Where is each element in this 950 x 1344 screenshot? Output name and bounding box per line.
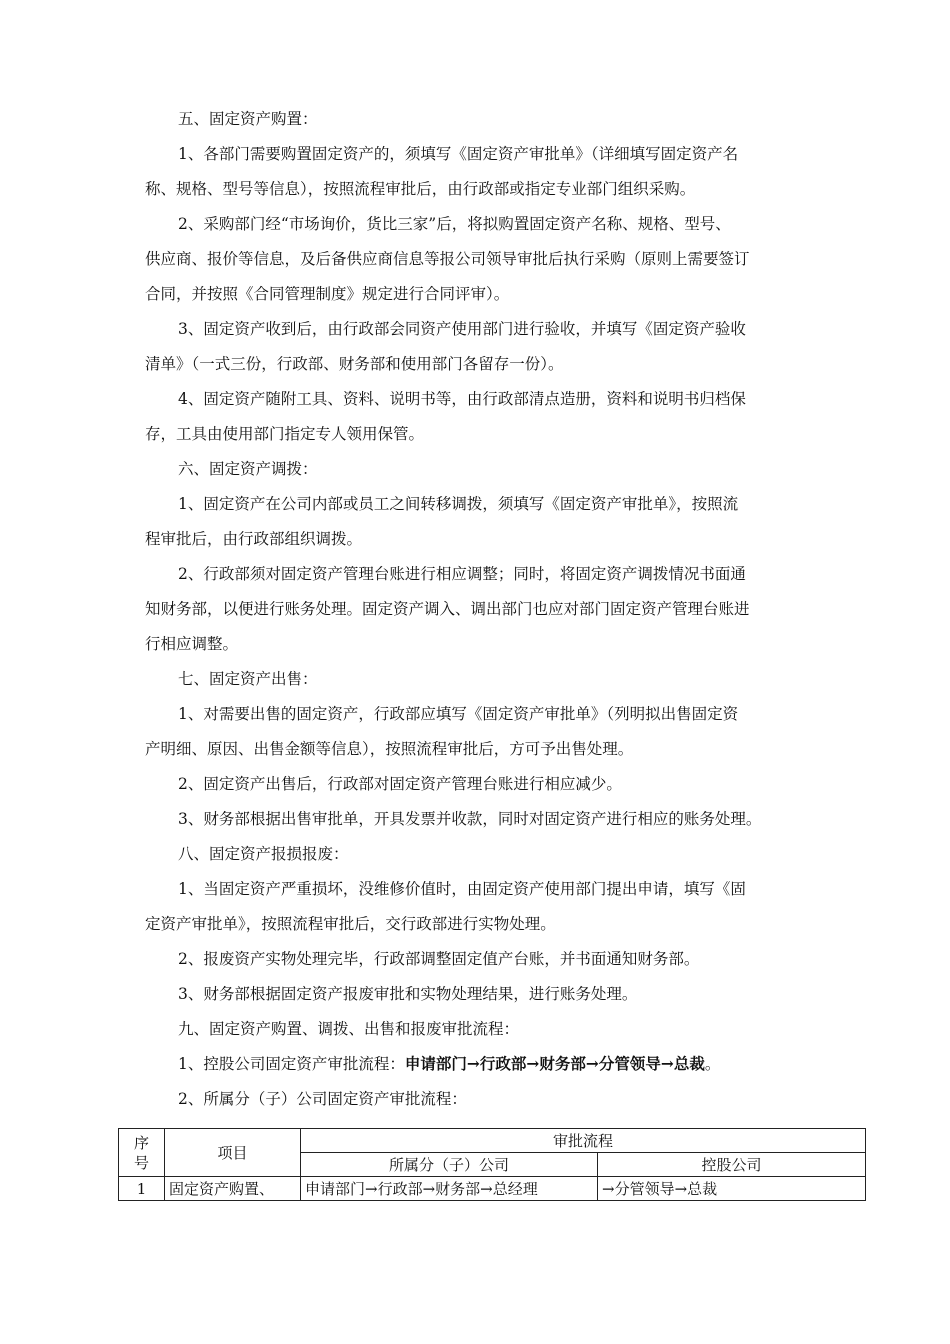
holding-flow-suffix: 。 bbox=[704, 1055, 721, 1073]
paragraph-line: 2、采购部门经“市场询价，货比三家”后，将拟购置固定资产名称、规格、型号、 bbox=[178, 215, 731, 233]
holding-flow-chain: 申请部门→行政部→财务部→分管领导→总裁 bbox=[404, 1054, 705, 1073]
holding-flow-prefix: 1、控股公司固定资产审批流程： bbox=[178, 1055, 405, 1073]
section-heading-transfer: 六、固定资产调拨： bbox=[178, 460, 318, 478]
paragraph-line: 4、固定资产随附工具、资料、说明书等，由行政部清点造册，资料和说明书归档保 bbox=[178, 390, 746, 408]
paragraph-line: 3、固定资产收到后，由行政部会同资产使用部门进行验收，并填写《固定资产验收 bbox=[178, 320, 746, 338]
header-no bbox=[119, 1129, 165, 1177]
paragraph-line: 知财务部，以便进行账务处理。固定资产调入、调出部门也应对部门固定资产管理台账进 bbox=[145, 600, 750, 618]
paragraph-line: 3、财务部根据出售审批单，开具发票并收款，同时对固定资产进行相应的账务处理。 bbox=[178, 810, 762, 828]
section-heading-approval: 九、固定资产购置、调拨、出售和报废审批流程： bbox=[178, 1020, 520, 1038]
paragraph-line: 产明细、原因、出售金额等信息），按照流程审批后，方可予出售处理。 bbox=[145, 740, 634, 758]
paragraph-line: 程审批后，由行政部组织调拨。 bbox=[145, 530, 363, 548]
header-no-line-1: 序 bbox=[133, 1133, 149, 1152]
row-item: 固定资产购置、 bbox=[165, 1177, 301, 1201]
header-item: 项目 bbox=[165, 1129, 301, 1177]
paragraph-line: 1、对需要出售的固定资产，行政部应填写《固定资产审批单》（列明拟出售固定资 bbox=[178, 705, 739, 723]
paragraph-line: 存，工具由使用部门指定专人领用保管。 bbox=[145, 425, 425, 443]
paragraph-line: 合同，并按照《合同管理制度》规定进行合同评审）。 bbox=[145, 285, 510, 303]
sub-flow-title: 2、所属分（子）公司固定资产审批流程： bbox=[178, 1090, 467, 1108]
row-no: 1 bbox=[119, 1177, 165, 1201]
paragraph-line: 3、财务部根据固定资产报废审批和实物处理结果，进行账务处理。 bbox=[178, 985, 638, 1003]
paragraph-line: 1、各部门需要购置固定资产的，须填写《固定资产审批单》（详细填写固定资产名 bbox=[178, 145, 739, 163]
row-subsidiary-flow: 申请部门→行政部→财务部→总经理 bbox=[301, 1177, 598, 1201]
section-heading-purchase: 五、固定资产购置： bbox=[178, 110, 318, 128]
paragraph-line: 行相应调整。 bbox=[145, 635, 239, 653]
header-no-line-2: 号 bbox=[133, 1153, 149, 1172]
header-holding: 控股公司 bbox=[598, 1153, 866, 1177]
paragraph-line: 1、固定资产在公司内部或员工之间转移调拨，须填写《固定资产审批单》，按照流 bbox=[178, 495, 739, 513]
paragraph-line: 定资产审批单》，按照流程审批后，交行政部进行实物处理。 bbox=[145, 915, 556, 933]
row-holding-flow: →分管领导→总裁 bbox=[598, 1177, 866, 1201]
header-approval-flow: 审批流程 bbox=[301, 1129, 866, 1153]
header-subsidiary: 所属分（子）公司 bbox=[301, 1153, 598, 1177]
paragraph-line: 1、当固定资产严重损坏，没维修价值时，由固定资产使用部门提出申请，填写《固 bbox=[178, 880, 746, 898]
paragraph-line: 2、固定资产出售后，行政部对固定资产管理台账进行相应减少。 bbox=[178, 775, 622, 793]
paragraph-line: 2、报废资产实物处理完毕，行政部调整固定值产台账，并书面通知财务部。 bbox=[178, 950, 700, 968]
paragraph-line: 供应商、报价等信息，及后备供应商信息等报公司领导审批后执行采购（原则上需要签订 bbox=[145, 250, 750, 268]
section-heading-scrap: 八、固定资产报损报废： bbox=[178, 845, 349, 863]
paragraph-line: 2、行政部须对固定资产管理台账进行相应调整；同时，将固定资产调拨情况书面通 bbox=[178, 565, 746, 583]
paragraph-line: 清单》（一式三份，行政部、财务部和使用部门各留存一份）。 bbox=[145, 355, 564, 373]
paragraph-line: 称、规格、型号等信息），按照流程审批后，由行政部或指定专业部门组织采购。 bbox=[145, 180, 696, 198]
approval-flow-table bbox=[118, 1128, 866, 1201]
table-row bbox=[119, 1177, 866, 1201]
section-heading-sale: 七、固定资产出售： bbox=[178, 670, 318, 688]
holding-flow-line bbox=[178, 1054, 720, 1074]
